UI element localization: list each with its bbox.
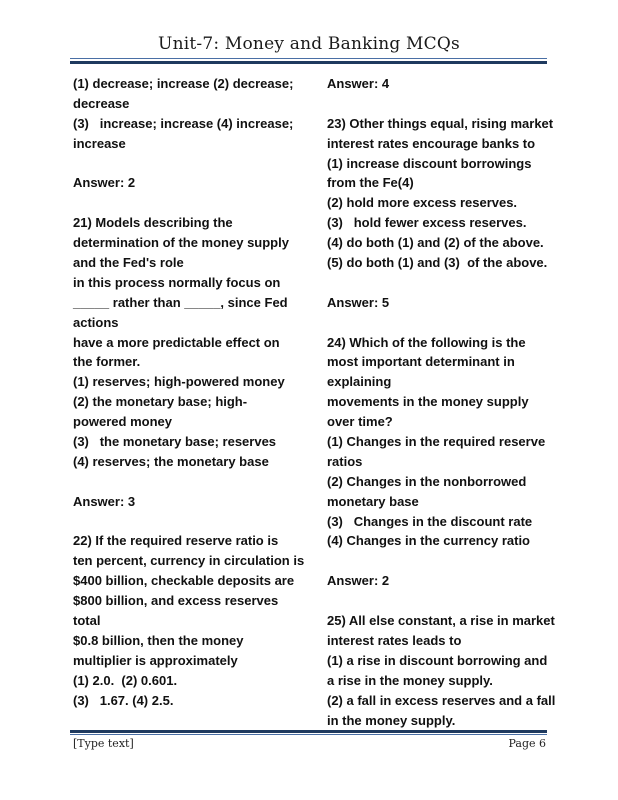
- header-rule-thin: [70, 58, 547, 59]
- blank-line: [327, 94, 552, 114]
- text-line: $800 billion, and excess reserves: [73, 593, 279, 609]
- text-line: interest rates encourage banks to: [327, 135, 536, 151]
- text-line: (1) reserves; high-powered money: [73, 374, 285, 390]
- text-line: increase: [73, 135, 126, 151]
- text-line: $0.8 billion, then the money: [73, 632, 244, 648]
- text-line: powered money: [73, 414, 172, 430]
- text-line: (3) Changes in the discount rate: [327, 513, 533, 529]
- text-line: (2) a fall in excess reserves and a fall: [327, 692, 556, 708]
- right-column: [327, 74, 556, 730]
- text-line: (1) 2.0. (2) 0.601.: [73, 672, 178, 688]
- text-line: (2) the monetary base; high-: [73, 394, 248, 410]
- text-line: (3) 1.67. (4) 2.5.: [73, 692, 174, 708]
- text-line: (4) do both (1) and (2) of the above.: [327, 235, 544, 251]
- blank-line: [73, 512, 298, 532]
- text-line: _____ rather than _____, since Fed: [73, 294, 288, 310]
- text-line: the former.: [73, 354, 141, 370]
- page-header-title: Unit-7: Money and Banking MCQs: [158, 34, 460, 54]
- text-line: (2) Changes in the nonborrowed: [327, 473, 527, 489]
- header-rule-thick: [70, 61, 547, 64]
- text-line: most important determinant in: [327, 354, 515, 370]
- text-line: in the money supply.: [327, 712, 456, 728]
- page-number: Page 6: [508, 737, 546, 750]
- text-line: (4) Changes in the currency ratio: [327, 533, 530, 549]
- blank-line: [73, 193, 298, 213]
- text-line: Answer: 2: [327, 573, 390, 589]
- blank-line: [327, 551, 552, 571]
- footer-rule-thin: [70, 734, 547, 735]
- text-line: (1) Changes in the required reserve: [327, 434, 546, 450]
- footer-left-text: [Type text]: [73, 737, 134, 750]
- text-line: ratios: [327, 453, 363, 469]
- text-line: in this process normally focus on: [73, 274, 281, 290]
- text-line: ten percent, currency in circulation is: [73, 553, 305, 569]
- text-line: (3) the monetary base; reserves: [73, 434, 277, 450]
- text-line: (3) increase; increase (4) increase;: [73, 115, 294, 131]
- text-line: decrease: [73, 95, 130, 111]
- text-line: (1) a rise in discount borrowing and: [327, 652, 548, 668]
- text-line: $400 billion, checkable deposits are: [73, 573, 295, 589]
- text-line: Answer: 4: [327, 76, 390, 91]
- text-line: actions: [73, 314, 119, 330]
- text-line: from the Fe(4): [327, 175, 414, 191]
- text-line: determination of the money supply: [73, 235, 289, 251]
- blank-line: [327, 313, 552, 333]
- text-line: 21) Models describing the: [73, 215, 233, 231]
- text-line: 25) All else constant, a rise in market: [327, 613, 555, 629]
- text-line: (5) do both (1) and (3) of the above.: [327, 255, 548, 271]
- text-line: Answer: 3: [73, 493, 136, 509]
- text-line: (2) hold more excess reserves.: [327, 195, 518, 211]
- text-line: (1) decrease; increase (2) decrease;: [73, 76, 294, 91]
- text-line: Answer: 5: [327, 294, 390, 310]
- text-line: interest rates leads to: [327, 632, 462, 648]
- text-line: monetary base: [327, 493, 419, 509]
- left-column: [73, 74, 305, 711]
- text-line: have a more predictable effect on: [73, 334, 280, 350]
- blank-line: [327, 591, 552, 611]
- text-line: 23) Other things equal, rising market: [327, 115, 554, 131]
- text-line: movements in the money supply: [327, 394, 529, 410]
- text-line: 24) Which of the following is the: [327, 334, 526, 350]
- text-line: total: [73, 613, 101, 629]
- text-line: a rise in the money supply.: [327, 672, 493, 688]
- text-line: multiplier is approximately: [73, 652, 238, 668]
- blank-line: [327, 273, 552, 293]
- text-line: and the Fed's role: [73, 255, 184, 271]
- text-line: 22) If the required reserve ratio is: [73, 533, 279, 549]
- blank-line: [73, 472, 298, 492]
- text-line: explaining: [327, 374, 392, 390]
- blank-line: [73, 154, 298, 174]
- text-line: Answer: 2: [73, 175, 136, 191]
- footer-rule-thick: [70, 730, 547, 733]
- text-line: (3) hold fewer excess reserves.: [327, 215, 527, 231]
- text-line: (1) increase discount borrowings: [327, 155, 532, 171]
- text-line: over time?: [327, 414, 393, 430]
- text-line: (4) reserves; the monetary base: [73, 453, 269, 469]
